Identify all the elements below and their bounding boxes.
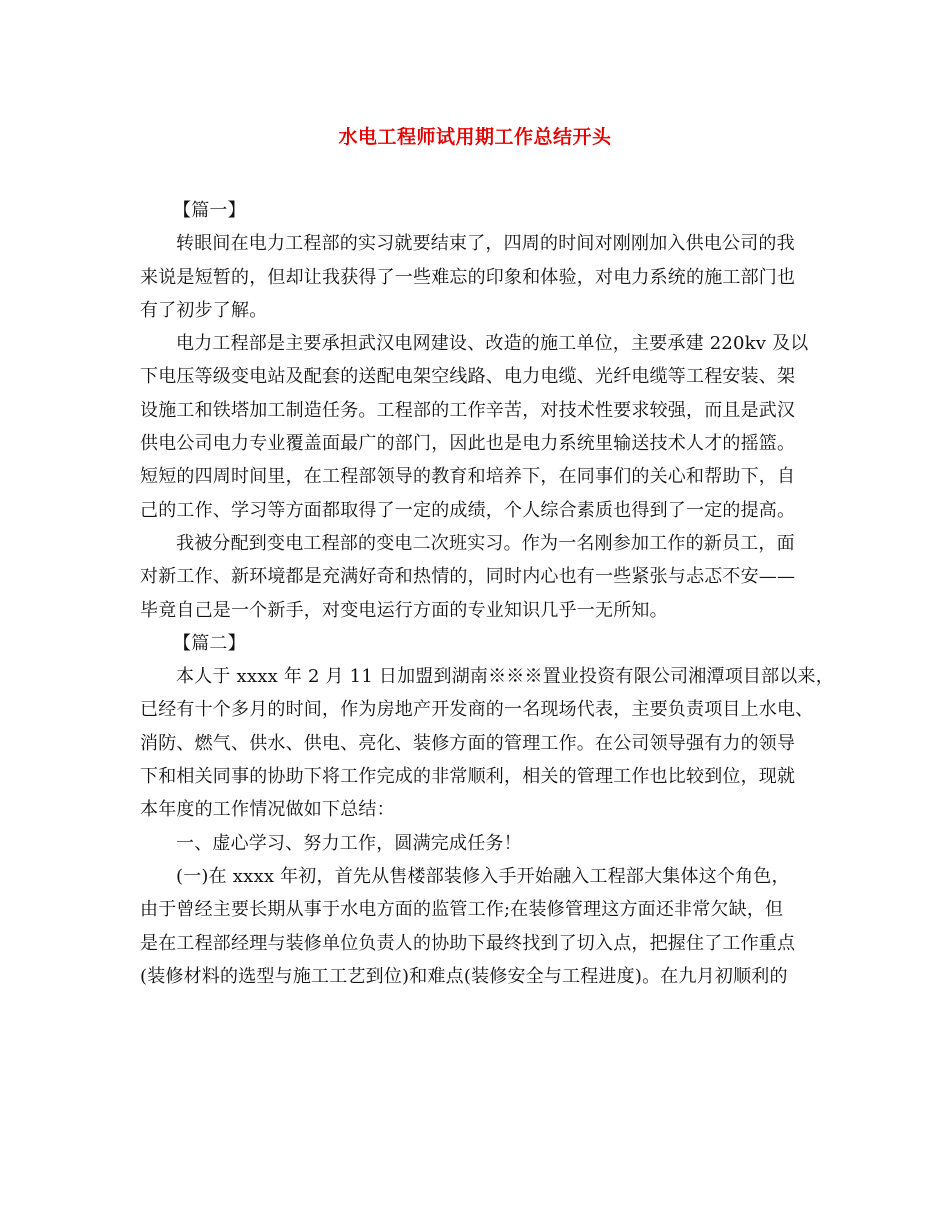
paragraph-line: 下电压等级变电站及配套的送配电架空线路、电力电缆、光纤电缆等工程安装、架 (140, 366, 796, 388)
paragraph-line: (装修材料的选型与施工工艺到位)和难点(装修安全与工程进度)。在九月初顺利的 (140, 965, 788, 987)
paragraph-line: 来说是短暂的，但却让我获得了一些难忘的印象和体验，对电力系统的施工部门也 (140, 266, 796, 288)
section-heading: 【篇二】 (173, 632, 246, 654)
paragraph-line: 电力工程部是主要承担武汉电网建设、改造的施工单位，主要承建 220kv 及以 (176, 333, 809, 355)
paragraph-line: 毕竟自己是一个新手，对变电运行方面的专业知识几乎一无所知。 (140, 599, 668, 621)
paragraph-line: 由于曾经主要长期从事于水电方面的监管工作;在装修管理这方面还非常欠缺，但 (140, 899, 784, 921)
paragraph-line: 转眼间在电力工程部的实习就要结束了，四周的时间对刚刚加入供电公司的我 (176, 233, 795, 255)
paragraph-line: 下和相关同事的协助下将工作完成的非常顺利，相关的管理工作也比较到位，现就 (140, 766, 796, 788)
subsection-heading: 一、虚心学习、努力工作，圆满完成任务！ (176, 832, 522, 854)
paragraph-line: 己的工作、学习等方面都取得了一定的成绩，个人综合素质也得到了一定的提高。 (140, 499, 796, 521)
paragraph-line: 供电公司电力专业覆盖面最广的部门，因此也是电力系统里输送技术人才的摇篮。 (140, 433, 796, 455)
paragraph-line: 本年度的工作情况做如下总结： (140, 799, 395, 821)
document-body (140, 194, 834, 993)
paragraph-line: (一)在 xxxx 年初，首先从售楼部装修入手开始融入工程部大集体这个角色， (176, 865, 790, 887)
paragraph-line: 对新工作、新环境都是充满好奇和热情的，同时内心也有一些紧张与忐忑不安—— (140, 566, 796, 588)
paragraph-line: 短短的四周时间里，在工程部领导的教育和培养下，在同事们的关心和帮助下，自 (140, 466, 796, 488)
paragraph-line: 有了初步了解。 (140, 299, 268, 321)
paragraph-line: 是在工程部经理与装修单位负责人的协助下最终找到了切入点，把握住了工作重点 (140, 932, 796, 954)
section-heading: 【篇一】 (173, 200, 246, 221)
paragraph-line: 我被分配到变电工程部的变电二次班实习。作为一名刚参加工作的新员工，面 (176, 532, 795, 554)
document-title: 水电工程师试用期工作总结开头 (338, 126, 612, 148)
paragraph-line: 消防、燃气、供水、供电、亮化、装修方面的管理工作。在公司领导强有力的领导 (140, 732, 796, 754)
paragraph-line: 已经有十个多月的时间，作为房地产开发商的一名现场代表，主要负责项目上水电、 (140, 699, 814, 721)
paragraph-line: 设施工和铁塔加工制造任务。工程部的工作辛苦，对技术性要求较强，而且是武汉 (140, 399, 796, 421)
paragraph-line: 本人于 xxxx 年 2 月 11 日加盟到湖南※※※置业投资有限公司湘潭项目部以来， (176, 666, 834, 688)
